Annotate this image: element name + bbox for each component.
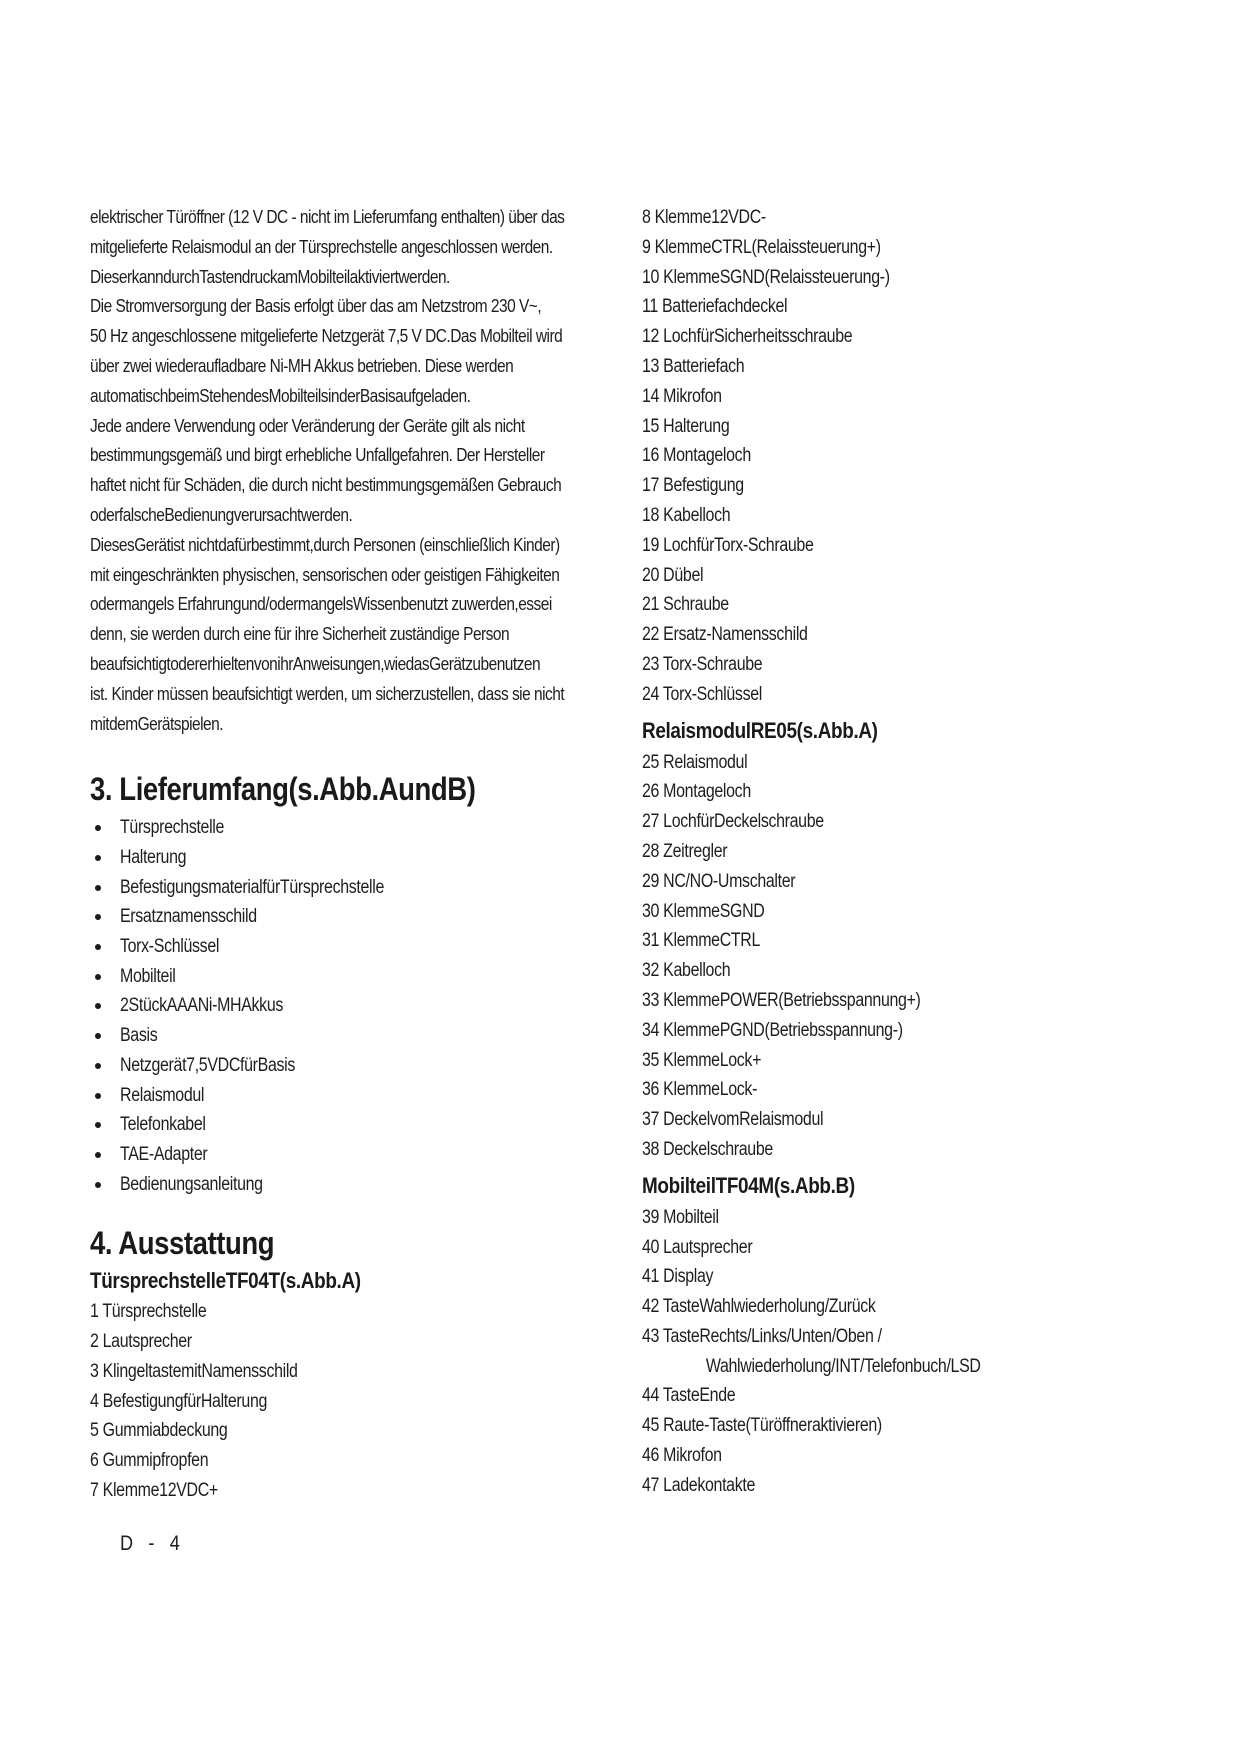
intro-line: oderfalscheBedienungverursachtwerden.: [90, 504, 353, 525]
section-4-heading: 4. Ausstattung: [90, 1225, 275, 1262]
intro-line: haftet nicht für Schäden, die durch nicht bestimmungsgemäßen Gebrauch: [90, 475, 562, 496]
list-item: 42 TasteWahlwiederholung/Zurück: [642, 1296, 876, 1318]
intro-line: mit eingeschränkten physischen, sensorischen oder geistigen Fähigkeiten: [90, 564, 560, 585]
list-item: 15 Halterung: [642, 415, 730, 437]
door-station-list-left: [90, 1297, 620, 1506]
list-item: 34 KlemmePGND(Betriebsspannung-): [642, 1019, 903, 1041]
intro-line: über zwei wiederaufladbare Ni-MH Akkus betrieben. Diese werden: [90, 355, 514, 376]
intro-line: beaufsichtigtodererhieltenvonihrAnweisungen,wiedasGerätzubenutzen: [90, 653, 541, 674]
list-item: 25 Relaismodul: [642, 751, 748, 773]
bullet-icon: [95, 885, 101, 891]
list-item: 28 Zeitregler: [642, 840, 728, 862]
list-item: 4 BefestigungfürHalterung: [90, 1390, 268, 1412]
list-item: 14 Mikrofon: [642, 385, 722, 407]
list-item: 19 LochfürTorx-Schraube: [642, 534, 814, 556]
relay-module-heading: RelaismodulRE05(s.Abb.A): [642, 717, 878, 743]
right-column: [642, 203, 1182, 1501]
list-item: 8 Klemme12VDC-: [642, 207, 766, 228]
list-item: 44 TasteEnde: [642, 1385, 736, 1407]
list-item: 11 Batteriefachdeckel: [642, 296, 788, 318]
list-item: 38 Deckelschraube: [642, 1138, 773, 1160]
intro-line: mitdemGerätspielen.: [90, 713, 224, 734]
section-3-heading: 3. Lieferumfang(s.Abb.AundB): [90, 771, 476, 808]
delivery-list: [90, 813, 620, 1199]
intro-line: automatischbeimStehendesMobilteilsinderBasisaufgeladen.: [90, 385, 471, 406]
intro-line: denn, sie werden durch eine für ihre Sicherheit zuständige Person: [90, 624, 510, 645]
list-item: 3 KlingeltastemitNamensschild: [90, 1360, 298, 1382]
relay-module-list: [642, 748, 1182, 1165]
list-item: 27 LochfürDeckelschraube: [642, 811, 824, 833]
list-item: 40 Lautsprecher: [642, 1236, 753, 1258]
list-item: 45 Raute-Taste(Türöffneraktivieren): [642, 1415, 882, 1437]
list-item: BefestigungsmaterialfürTürsprechstelle: [90, 873, 620, 903]
list-item: 33 KlemmePOWER(Betriebsspannung+): [642, 989, 921, 1011]
list-item: Bedienungsanleitung: [90, 1170, 620, 1200]
list-item: 30 KlemmeSGND: [642, 900, 765, 922]
bullet-icon: [95, 914, 101, 920]
intro-paragraph: [90, 203, 619, 739]
list-item: 18 Kabelloch: [642, 504, 731, 526]
list-item: Telefonkabel: [90, 1110, 620, 1140]
bullet-icon: [95, 855, 101, 861]
bullet-icon: [95, 825, 101, 831]
list-item: 5 Gummiabdeckung: [90, 1420, 228, 1442]
list-item: 31 KlemmeCTRL: [642, 930, 761, 952]
list-item: 6 Gummipfropfen: [90, 1450, 209, 1472]
list-item: 35 KlemmeLock+: [642, 1049, 762, 1071]
bullet-icon: [95, 1152, 101, 1158]
intro-line: bestimmungsgemäß und birgt erhebliche Unfallgefahren. Der Hersteller: [90, 445, 545, 466]
intro-line: DieserkanndurchTastendruckamMobilteilaktiviertwerden.: [90, 266, 450, 287]
door-station-list-right: [642, 203, 1182, 710]
page-number: D - 4: [120, 1532, 185, 1555]
list-item: 7 Klemme12VDC+: [90, 1480, 218, 1502]
intro-line: elektrischer Türöffner (12 V DC - nicht im Lieferumfang enthalten) über das: [90, 207, 565, 227]
list-item: 9 KlemmeCTRL(Relaissteuerung+): [642, 236, 881, 258]
intro-line: DiesesGerätist nichtdafürbestimmt,durch Personen (einschließlich Kinder): [90, 534, 560, 555]
bullet-icon: [95, 1003, 101, 1009]
list-item: 22 Ersatz-Namensschild: [642, 624, 808, 646]
list-item: Mobilteil: [90, 962, 620, 992]
list-item: 17 Befestigung: [642, 475, 744, 497]
intro-line: odermangels Erfahrungund/odermangelsWissenbenutzt zuwerden,essei: [90, 594, 552, 615]
list-item: 21 Schraube: [642, 594, 729, 616]
list-item: 32 Kabelloch: [642, 960, 731, 982]
bullet-icon: [95, 944, 101, 950]
bullet-icon: [95, 1093, 101, 1099]
list-item: Netzgerät7,5VDCfürBasis: [90, 1051, 620, 1081]
list-item: Torx-Schlüssel: [90, 932, 620, 962]
list-item: Türsprechstelle: [90, 813, 620, 843]
intro-line: mitgelieferte Relaismodul an der Türsprechstelle angeschlossen werden.: [90, 236, 553, 257]
bullet-icon: [95, 974, 101, 980]
list-item: Relaismodul: [90, 1081, 620, 1111]
list-item: 39 Mobilteil: [642, 1206, 719, 1228]
list-item: 20 Dübel: [642, 564, 704, 586]
list-item: 2 Lautsprecher: [90, 1331, 192, 1353]
list-item: 12 LochfürSicherheitsschraube: [642, 326, 853, 348]
door-station-heading: TürsprechstelleTF04T(s.Abb.A): [90, 1268, 361, 1294]
list-item: 36 KlemmeLock-: [642, 1079, 758, 1101]
list-item: 16 Montageloch: [642, 445, 751, 467]
list-item: 43 TasteRechts/Links/Unten/Oben / Wahlwiederholung/INT/Telefonbuch/LSD: [642, 1325, 981, 1377]
list-item: Halterung: [90, 843, 620, 873]
list-item: 46 Mikrofon: [642, 1445, 722, 1467]
list-item: 47 Ladekontakte: [642, 1474, 755, 1496]
list-item: 23 Torx-Schraube: [642, 653, 763, 675]
list-item: 37 DeckelvomRelaismodul: [642, 1109, 824, 1131]
list-item: Basis: [90, 1021, 620, 1051]
list-item: 41 Display: [642, 1266, 714, 1288]
handset-list: [642, 1203, 1182, 1501]
list-item: 2StückAAANi-MHAkkus: [90, 991, 620, 1021]
bullet-icon: [95, 1122, 101, 1128]
list-item: 1 Türsprechstelle: [90, 1301, 207, 1323]
intro-line: Jede andere Verwendung oder Veränderung der Geräte gilt als nicht: [90, 415, 525, 436]
list-item: 26 Montageloch: [642, 781, 751, 803]
intro-line: Die Stromversorgung der Basis erfolgt über das am Netzstrom 230 V~,: [90, 296, 542, 317]
list-item: 10 KlemmeSGND(Relaissteuerung-): [642, 266, 890, 288]
bullet-icon: [95, 1182, 101, 1188]
intro-line: 50 Hz angeschlossene mitgelieferte Netzgerät 7,5 V DC.Das Mobilteil wird: [90, 326, 563, 347]
bullet-icon: [95, 1033, 101, 1039]
intro-line: ist. Kinder müssen beaufsichtigt werden, um sicherzustellen, dass sie nicht: [90, 683, 565, 704]
bullet-icon: [95, 1063, 101, 1069]
left-column: [90, 203, 620, 1506]
handset-heading: MobilteilTF04M(s.Abb.B): [642, 1172, 855, 1198]
list-item: 13 Batteriefach: [642, 355, 745, 377]
list-item: TAE-Adapter: [90, 1140, 620, 1170]
list-item: 24 Torx-Schlüssel: [642, 683, 762, 705]
list-item: Ersatznamensschild: [90, 902, 620, 932]
list-item: 29 NC/NO-Umschalter: [642, 870, 796, 892]
